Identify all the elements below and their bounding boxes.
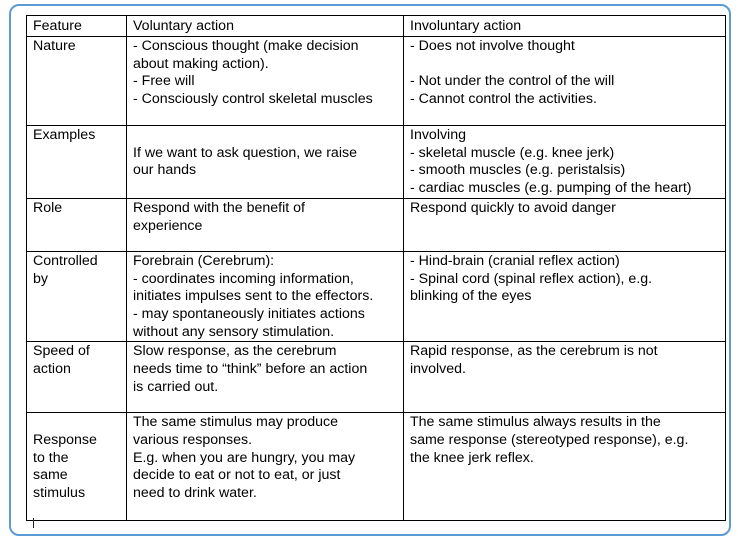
cell-line: involved.: [410, 361, 466, 378]
cell-line: blinking of the eyes: [410, 288, 532, 305]
table-row-response-to-same-stimulus: [27, 413, 726, 521]
cell-line: needs time to “think” before an action: [133, 361, 368, 378]
header-feature: Feature: [27, 16, 127, 37]
cell-line: Controlled: [33, 252, 98, 269]
voluntary-cell: [127, 342, 404, 413]
cell-line: is carried out.: [133, 378, 219, 395]
cell-line: experience: [133, 217, 203, 234]
feature-cell: [27, 251, 127, 342]
feature-cell: [27, 342, 127, 413]
cell-line: same: [33, 467, 68, 484]
cell-line: decide to eat or not to eat, or just: [133, 467, 341, 484]
header-row: [27, 16, 726, 37]
cell-line: about making action).: [133, 55, 269, 72]
text-cursor: [33, 518, 34, 528]
cell-line: Slow response, as the cerebrum: [133, 343, 337, 360]
cell-line: to the: [33, 449, 69, 466]
cell-line: - Cannot control the activities.: [410, 91, 597, 108]
cell-line: [33, 414, 120, 432]
cell-line: Role: [33, 199, 63, 216]
cell-line: Forebrain (Cerebrum):: [133, 252, 275, 269]
cell-line: - Does not involve thought: [410, 38, 575, 54]
cell-line: need to drink water.: [133, 485, 257, 502]
comparison-table: [26, 15, 726, 521]
cell-line: Speed of: [33, 343, 90, 360]
header-voluntary: Voluntary action: [127, 16, 404, 37]
cell-line: action: [33, 361, 71, 378]
involuntary-cell: [404, 251, 726, 342]
table-row-speed-of-action: [27, 342, 726, 413]
cell-line: same response (stereotyped response), e.g.: [410, 432, 689, 449]
cell-line: - may spontaneously initiates actions: [133, 305, 365, 322]
cell-line: the knee jerk reflex.: [410, 449, 534, 466]
cell-line: - cardiac muscles (e.g. pumping of the heart): [410, 180, 692, 197]
table-row-examples: [27, 126, 726, 199]
table-row-nature: [27, 37, 726, 126]
header-involuntary: Involuntary action: [404, 16, 726, 37]
cell-line: - Free will: [133, 73, 195, 90]
cell-line: E.g. when you are hungry, you may: [133, 449, 356, 466]
involuntary-cell: [404, 37, 726, 126]
cell-line: If we want to ask question, we raise: [133, 144, 357, 161]
table-row-controlled-by: [27, 251, 726, 342]
cell-line: The same stimulus may produce: [133, 414, 339, 431]
feature-cell: [27, 198, 127, 251]
cell-line: Involving: [410, 127, 466, 143]
cell-line: initiates impulses sent to the effectors.: [133, 288, 374, 305]
feature-cell: [27, 37, 127, 126]
cell-line: [410, 56, 719, 74]
cell-line: - Consciously control skeletal muscles: [133, 91, 373, 108]
feature-cell: [27, 126, 127, 199]
cell-line: - skeletal muscle (e.g. knee jerk): [410, 144, 615, 161]
involuntary-cell: [404, 126, 726, 199]
feature-cell: [27, 413, 127, 521]
cell-line: Rapid response, as the cerebrum is not: [410, 343, 658, 360]
cell-line: by: [33, 270, 48, 287]
voluntary-cell: [127, 37, 404, 126]
cell-line: various responses.: [133, 432, 253, 449]
cell-line: - Not under the control of the will: [410, 73, 615, 90]
cell-line: Examples: [33, 127, 96, 143]
involuntary-cell: [404, 198, 726, 251]
involuntary-cell: [404, 413, 726, 521]
cell-line: Respond with the benefit of: [133, 199, 305, 216]
cell-line: - Conscious thought (make decision: [133, 38, 359, 54]
cell-line: Nature: [33, 38, 76, 54]
involuntary-cell: [404, 342, 726, 413]
voluntary-cell: [127, 126, 404, 199]
cell-line: Response: [33, 432, 97, 449]
cell-line: [133, 127, 397, 145]
table-row-role: [27, 198, 726, 251]
voluntary-cell: [127, 198, 404, 251]
voluntary-cell: [127, 251, 404, 342]
cell-line: - Spinal cord (spinal reflex action), e.g.: [410, 270, 653, 287]
cell-line: stimulus: [33, 485, 86, 502]
cell-line: our hands: [133, 162, 197, 179]
voluntary-cell: [127, 413, 404, 521]
cell-line: The same stimulus always results in the: [410, 414, 661, 431]
cell-line: - coordinates incoming information,: [133, 270, 354, 287]
cell-line: - Hind-brain (cranial reflex action): [410, 252, 620, 269]
cell-line: Respond quickly to avoid danger: [410, 199, 616, 216]
cell-line: without any sensory stimulation.: [133, 323, 335, 340]
cell-line: - smooth muscles (e.g. peristalsis): [410, 162, 626, 179]
